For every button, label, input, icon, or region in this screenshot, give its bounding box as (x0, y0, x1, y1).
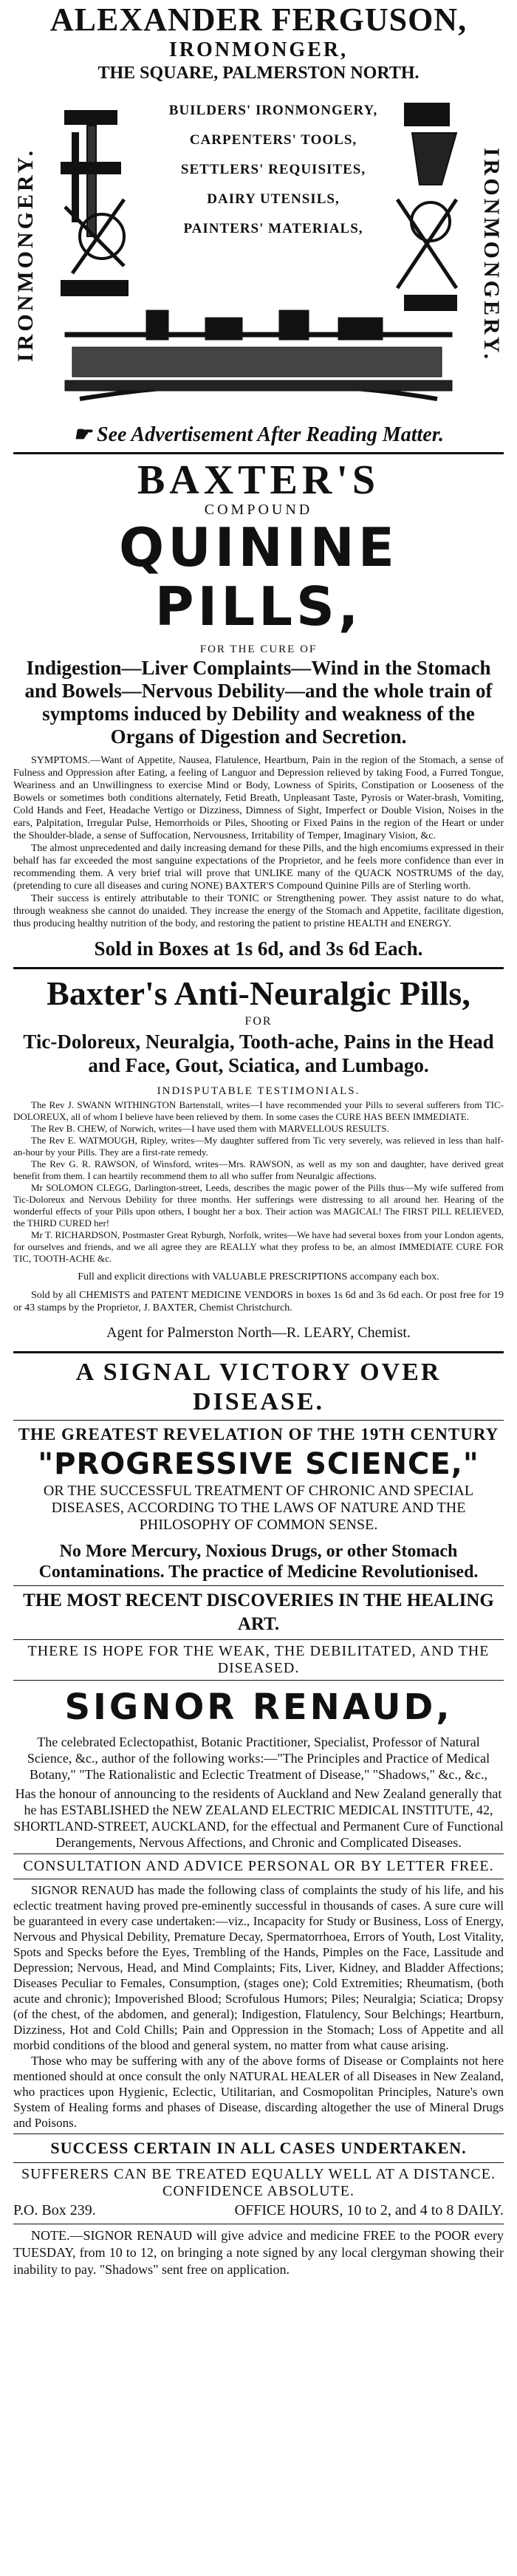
divider (13, 967, 504, 969)
baxter-indications: Indigestion—Liver Complaints—Wind in the Stomach and Bowels—Nervous Debility—and the whole train of symptoms induced by Debility and weakness of the Organs of Digestion and Secretion. (24, 657, 493, 748)
divider (13, 1585, 504, 1586)
testimonial: The Rev E. WATMOUGH, Ripley, writes—My daughter suffered from Tic very severely, was relieved in less than half-an-hour by your Pills. They are a first-rate remedy. (13, 1135, 504, 1158)
renaud-hope: THERE IS HOPE FOR THE WEAK, THE DEBILITATED, AND THE DISEASED. (27, 1643, 490, 1676)
anti-directions: Full and explicit directions with VALUABLE PRESCRIPTIONS accompany each box. (78, 1271, 439, 1282)
goods-item: BUILDERS' IRONMONGERY, (168, 103, 378, 118)
ground-scene-icon (65, 310, 452, 399)
divider (13, 2162, 504, 2163)
ferguson-note (13, 423, 504, 448)
testimonials-heading: INDISPUTABLE TESTIMONIALS. (157, 1085, 360, 1097)
renaud-recent: THE MOST RECENT DISCOVERIES IN THE HEALING ART. (23, 1591, 494, 1634)
renaud-contact (13, 2200, 504, 2221)
po-box: P.O. Box 239. (13, 2202, 96, 2218)
goods-item: PAINTERS' MATERIALS, (183, 221, 363, 236)
baxter-demand: The almost unprecedented and daily increasing demand for these Pills, and the high encomiums expressed in their behalf has far exceeded the most sanguine expectations of the Proprietor, and he feels more confidence than ever in recommending them. A very brief trial will prove that UNLIKE many of the QUACK NOSTRUMS of the day, (pretending to cure all diseases and curing NONE) BAXTER'S Compound Quinine Pills are of Sterling worth. (13, 843, 504, 892)
renaud-announce: Has the honour of announcing to the residents of Auckland and New Zealand generally that he has ESTABLISHED the NEW ZEALAND ELECTRIC MEDICAL INSTITUTE, 42, SHORTLAND-STREET, AUCKLAND, for the effectual and Permanent Cure of Functional Derangements, Nervous Affections, and Chronic and Complicated Diseases. (13, 1786, 504, 1850)
baxter-compound: COMPOUND (204, 502, 313, 518)
goods-item: CARPENTERS' TOOLS, (189, 132, 357, 148)
baxter-symptoms: SYMPTOMS.—Want of Appetite, Nausea, Flatulence, Heartburn, Pain in the region of the Stomach, a sense of Fulness and Oppression after Eating, a feeling of Languor and Depression relieved by taking Food, a Furred Tongue, Weariness and an Unwillingness to exercise Mind or Body, Lowness of Spirits, Constipation or Looseness of the Bowels or sometimes both conditions alternately, Fetid Breath, Unpleasant Taste, Pyrosis or Water-brash, Vomiting, Cold Hands and Feet, Headache Vertigo or Dizziness, Dimness of Sight, Imperfect or Double Vision, Noises in the ears, Palpitation, Irregular Pulse, Hemorrhoids or Piles, Shooting or Fixed Pains in the region of the Heart or under the Shoulder-blade, a sense of Suffocation, Nervousness, Irritability of Temper, Imaginary Vision, &c. (13, 755, 504, 841)
baxter-title: BAXTER'S (137, 457, 380, 503)
baxter-quinine-advert (13, 459, 504, 961)
office-hours: OFFICE HOURS, 10 to 2, and 4 to 8 DAILY. (234, 2202, 504, 2218)
goods-item: SETTLERS' REQUISITES, (180, 162, 366, 177)
anti-agent: Agent for Palmerston North—R. LEARY, Chemist. (106, 1325, 411, 1341)
anti-for: FOR (244, 1015, 273, 1028)
ferguson-name: ALEXANDER FERGUSON, (49, 1, 468, 38)
renaud-signal: A SIGNAL VICTORY OVER DISEASE. (75, 1359, 442, 1415)
baxter-product: QUININE PILLS, (119, 516, 398, 638)
baxter-success: Their success is entirely attributable to their TONIC or Strengthening power. They assist nature to do what, through weakness she cannot do unaided. They increase the energy of the Stomach and Appetite, facilitate digestion, thus producing healthy nutrition of the body, and restoring the patient to pristine HEALTH and ENERGY. (13, 893, 504, 929)
ferguson-illustration-frame (13, 89, 504, 421)
divider (13, 1639, 504, 1640)
renaud-advert (13, 1358, 504, 2278)
tools-left-icon (61, 111, 128, 295)
baxter-sold: Sold in Boxes at 1s 6d, and 3s 6d Each. (94, 937, 423, 960)
renaud-mercury: No More Mercury, Noxious Drugs, or other Stomach Contaminations. The practice of Medicine Revolutionised. (38, 1542, 479, 1582)
goods-item: DAIRY UTENSILS, (207, 191, 340, 207)
renaud-note: NOTE.—SIGNOR RENAUD will give advice and medicine FREE to the POOR every TUESDAY, from 10 to 12, on bringing a note signed by any local clergyman showing their inability to pay. "Shadows" sent free on application. (13, 2228, 504, 2277)
renaud-orthe: OR THE SUCCESSFUL TREATMENT OF CHRONIC AND SPECIAL DISEASES, ACCORDING TO THE LAWS OF NATURE AND THE PHILOSOPHY OF COMMON SENSE. (43, 1483, 474, 1533)
divider (13, 1420, 504, 1421)
renaud-treated: SUFFERERS CAN BE TREATED EQUALLY WELL AT A DISTANCE. CONFIDENCE ABSOLUTE. (21, 2166, 496, 2199)
divider (13, 452, 504, 454)
renaud-consult: CONSULTATION AND ADVICE PERSONAL OR BY LETTER FREE. (23, 1858, 494, 1874)
divider (13, 1351, 504, 1353)
anti-neuralgic-advert (13, 974, 504, 1344)
anti-sold: Sold by all CHEMISTS and PATENT MEDICINE VENDORS in boxes 1s 6d and 3s 6d each. Or post free for 19 or 43 stamps by the Proprietor, J. BAXTER, Chemist Christchurch. (13, 1290, 504, 1313)
renaud-name: SIGNOR RENAUD, (64, 1687, 453, 1728)
testimonial: The Rev J. SWANN WITHINGTON Bartenstall, writes—I have recommended your Pills to several sufferers from TIC-DOLOREUX, all of whom I believe have been relieved by them. In some cases the CURE HAS BEEN IMMEDIATE. (13, 1099, 504, 1122)
anti-conditions: Tic-Doloreux, Neuralgia, Tooth-ache, Pains in the Head and Face, Gout, Sciatica, and Lumbago. (23, 1031, 494, 1076)
anti-title: Baxter's Anti-Neuralgic Pills, (47, 974, 470, 1012)
engraving (58, 89, 459, 414)
testimonial: The Rev G. R. RAWSON, of Winsford, writes—Mrs. RAWSON, as well as my son and daughter, have derived great benefit from them. I can heartily recommend them to all who suffer from Neuralgic affections. (13, 1158, 504, 1181)
renaud-greatest: THE GREATEST REVELATION OF THE 19TH CENTURY (18, 1425, 499, 1444)
baxter-for-cure: FOR THE CURE OF (199, 643, 318, 655)
testimonial: Mr SOLOMON CLEGG, Darlington-street, Leeds, describes the magic power of the Pills thus—My wife suffered from Tic-Doloreux and Nervous Debility for three months. Her sufferings were distressing to all around her. Hearing of the wonderful effects of your Pills upon others, I bought her a box. Their action was MAGICAL! The FIRST PILL RELIEVED, the THIRD CURED her! (13, 1182, 504, 1229)
goods-list (154, 96, 393, 244)
tools-right-icon (397, 103, 456, 310)
divider (13, 2133, 504, 2134)
vertical-label-right: IRONMONGERY. (479, 147, 504, 363)
pointing-hand-icon: ☛ (72, 423, 97, 446)
ferguson-trade: IRONMONGER, (168, 38, 349, 61)
renaud-intro: The celebrated Eclectopathist, Botanic Practitioner, Specialist, Professor of Natural Science, &c., author of the following works:—"The Principles and Practice of Medical Botany," "The Rationalistic and Eclectic Treatment of Disease," "Shadows," &c., &c., (27, 1735, 490, 1782)
divider (13, 1680, 504, 1681)
ferguson-note-text: See Advertisement After Reading Matter. (97, 423, 445, 446)
vertical-label-left: IRONMONGERY. (13, 147, 38, 363)
testimonial: Mr T. RICHARDSON, Postmaster Great Ryburgh, Norfolk, writes—We have had several boxes from your London agents, for ourselves and friends, and we all agree they are REALLY what they profess to be, an almost IMMEDIATE CURE FOR TIC, TOOTH-ACHE &c. (13, 1229, 504, 1264)
renaud-success: SUCCESS CERTAIN IN ALL CASES UNDERTAKEN. (50, 2139, 467, 2157)
renaud-body1: SIGNOR RENAUD has made the following class of complaints the study of his life, and his eclectic treatment having proved pre-eminently successful in thousands of cases. A sure cure will be guaranteed in every case undertaken:—viz., Incapacity for Study or Business, Loss of Energy, Nervous and Physical Debility, Premature Decay, Spermatorrhoea, Errors of Youth, Lost Vitality, Spots and Specks before the Eyes, Trembling of the Hands, Pimples on the Face, Lassitude and Depression; Nervous, Head, and Mind Complaints; Fits, Liver, Kidney, and Bladder Affections; Diseases Peculiar to Females, Consumption, (stages one); Cold Extremities; Rheumatism, (both acute and chronic); Impoverished Blood; Scrofulous Humors; Piles; Neuralgia; Sciatica; Dropsy (of the chest, of the abdomen, and general); Indigestion, Flatulency, Sour Belchings; Heartburn, Dizziness, Hot and Cold Chills; Pain and Oppression in the Stomach; Loss of Appetite and all morbid conditions of the blood and general system, no matter from what cause arising. (13, 1883, 504, 2052)
renaud-body2: Those who may be suffering with any of the above forms of Disease or Complaints not here mentioned should at once consult the only NATURAL HEALER of all Diseases in New Zealand, who practices upon Hygienic, Eclectic, Utilitarian, and Cosmopolitan Principles, Nature's own System of Healing forms and phases of Disease, discarding altogether the use of Mineral Drugs and Poisons. (13, 2054, 504, 2130)
testimonial: The Rev B. CHEW, of Norwich, writes—I have used them with MARVELLOUS RESULTS. (31, 1123, 389, 1134)
ferguson-advert (13, 1, 504, 84)
ferguson-address: THE SQUARE, PALMERSTON NORTH. (97, 64, 420, 83)
renaud-progressive: "PROGRESSIVE SCIENCE," (38, 1447, 479, 1481)
